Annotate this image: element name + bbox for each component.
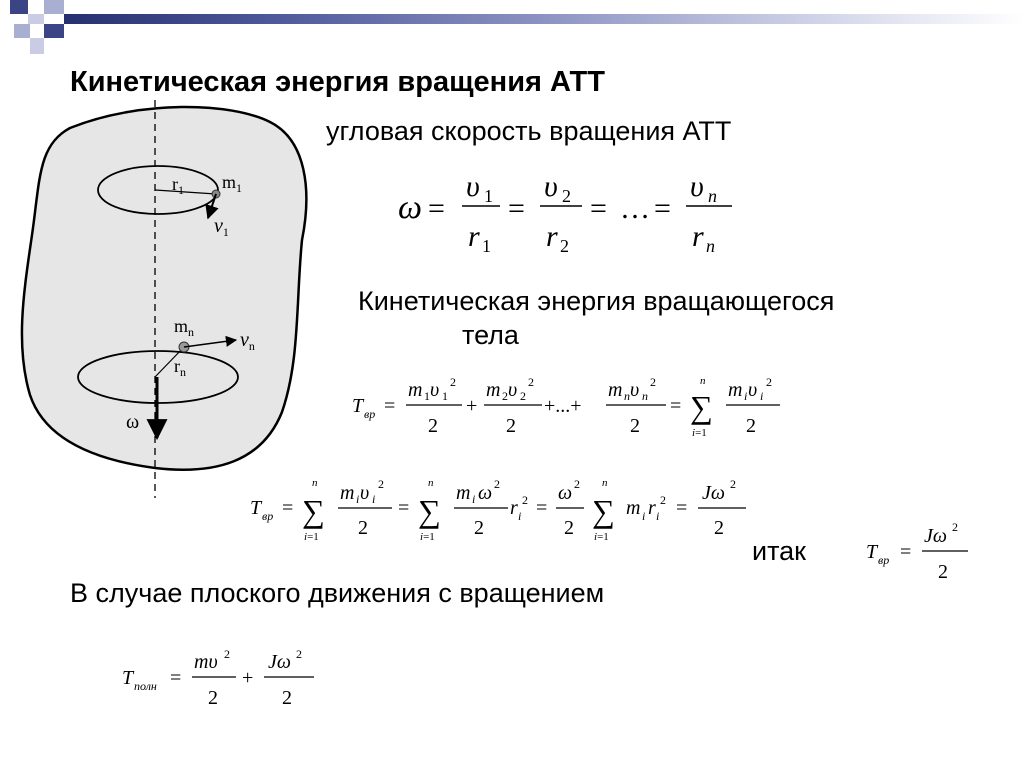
svg-text:n: n bbox=[312, 477, 318, 489]
corner-square bbox=[30, 38, 44, 54]
mn-label: $m_n$ bbox=[174, 316, 195, 339]
svg-text:υ: υ bbox=[690, 170, 704, 203]
svg-text:n: n bbox=[642, 389, 648, 403]
energy-caption-line1: Кинетическая энергия вращающегося bbox=[358, 286, 835, 316]
svg-text:m: m bbox=[456, 482, 471, 504]
svg-text:=: = bbox=[900, 541, 912, 563]
formula-kinetic-rotation-result bbox=[862, 518, 972, 590]
r1-label: $r_1$ bbox=[172, 174, 184, 197]
formula-angular-velocity bbox=[392, 160, 742, 266]
svg-text:2: 2 bbox=[378, 477, 384, 491]
svg-text:+: + bbox=[242, 667, 254, 689]
svg-text:υ: υ bbox=[430, 379, 440, 401]
svg-text:∑: ∑ bbox=[592, 493, 615, 529]
svg-text:∑: ∑ bbox=[418, 493, 441, 529]
svg-text:=: = bbox=[282, 497, 294, 519]
svg-text:2: 2 bbox=[528, 375, 534, 389]
svg-text:2: 2 bbox=[474, 517, 484, 539]
svg-text:m: m bbox=[340, 482, 355, 504]
vn-label: $\nu_n$ bbox=[240, 329, 255, 353]
svg-text:2: 2 bbox=[296, 647, 302, 661]
svg-text:=: = bbox=[428, 192, 445, 225]
svg-text:Jω: Jω bbox=[924, 525, 947, 547]
svg-text:1: 1 bbox=[482, 236, 491, 256]
svg-text:=: = bbox=[536, 497, 548, 519]
svg-text:2: 2 bbox=[494, 477, 500, 491]
corner-square bbox=[10, 0, 28, 14]
svg-text:2: 2 bbox=[660, 493, 666, 507]
svg-text:r: r bbox=[546, 220, 558, 253]
svg-text:m: m bbox=[608, 379, 623, 401]
svg-text:2: 2 bbox=[938, 561, 948, 583]
svg-text:i: i bbox=[356, 492, 360, 506]
svg-text:υ: υ bbox=[508, 379, 518, 401]
svg-text:T: T bbox=[122, 667, 134, 689]
svg-text:2: 2 bbox=[574, 477, 580, 491]
body-outline bbox=[22, 107, 306, 470]
omega-label: ω bbox=[126, 411, 140, 433]
svg-text:2: 2 bbox=[358, 517, 368, 539]
svg-text:n: n bbox=[624, 389, 630, 403]
rigid-body-figure bbox=[10, 100, 320, 500]
svg-text:2: 2 bbox=[562, 186, 571, 206]
svg-text:+: + bbox=[466, 395, 478, 417]
svg-text:n: n bbox=[706, 236, 715, 256]
svg-text:i: i bbox=[744, 389, 748, 403]
svg-text:mυ: mυ bbox=[194, 651, 218, 673]
svg-text:∑: ∑ bbox=[690, 389, 713, 425]
svg-text:m: m bbox=[486, 379, 501, 401]
svg-text:i: i bbox=[760, 389, 764, 403]
svg-text:i=1: i=1 bbox=[692, 427, 707, 439]
formula-kinetic-sum bbox=[348, 372, 788, 450]
svg-text:i=1: i=1 bbox=[594, 531, 609, 543]
svg-text:m: m bbox=[408, 379, 423, 401]
svg-text:2: 2 bbox=[630, 415, 640, 437]
formula-kinetic-inertia bbox=[246, 474, 756, 546]
svg-text:ω: ω bbox=[558, 482, 573, 504]
svg-text:=: = bbox=[508, 192, 525, 225]
page-title: Кинетическая энергия вращения АТТ bbox=[70, 66, 605, 98]
svg-text:T: T bbox=[866, 541, 878, 563]
svg-text:υ: υ bbox=[630, 379, 640, 401]
svg-text:вр: вр bbox=[364, 407, 376, 421]
svg-text:1: 1 bbox=[442, 389, 448, 403]
svg-text:ω: ω bbox=[478, 482, 493, 504]
svg-text:i: i bbox=[642, 509, 646, 523]
formula-kinetic-plane-motion bbox=[118, 646, 328, 718]
svg-text:n: n bbox=[700, 375, 706, 387]
svg-text:i=1: i=1 bbox=[420, 531, 435, 543]
svg-text:=: = bbox=[654, 192, 671, 225]
svg-text:=: = bbox=[676, 497, 688, 519]
corner-square bbox=[14, 24, 30, 38]
svg-text:2: 2 bbox=[564, 517, 574, 539]
svg-text:2: 2 bbox=[714, 517, 724, 539]
svg-text:r: r bbox=[510, 497, 518, 519]
svg-text:вр: вр bbox=[878, 553, 890, 567]
svg-text:υ: υ bbox=[544, 170, 558, 203]
svg-text:полн: полн bbox=[134, 679, 157, 693]
energy-caption-line2: тела bbox=[462, 320, 519, 350]
svg-text:2: 2 bbox=[560, 236, 569, 256]
svg-text:2: 2 bbox=[208, 687, 218, 709]
svg-text:i=1: i=1 bbox=[304, 531, 319, 543]
v1-label: $\nu_1$ bbox=[214, 215, 229, 239]
svg-text:+...+: +...+ bbox=[544, 395, 582, 417]
svg-text:2: 2 bbox=[428, 415, 438, 437]
svg-text:2: 2 bbox=[650, 375, 656, 389]
svg-text:2: 2 bbox=[506, 415, 516, 437]
svg-text:вр: вр bbox=[262, 509, 274, 523]
svg-text:T: T bbox=[352, 395, 364, 417]
svg-text:2: 2 bbox=[952, 520, 958, 534]
m1-label: $m_1$ bbox=[222, 172, 243, 195]
svg-text:n: n bbox=[428, 477, 434, 489]
svg-text:m: m bbox=[728, 379, 743, 401]
angular-velocity-caption: угловая скорость вращения АТТ bbox=[326, 116, 732, 146]
svg-text:i: i bbox=[656, 509, 660, 523]
svg-text:=: = bbox=[170, 667, 182, 689]
svg-text:2: 2 bbox=[282, 687, 292, 709]
svg-text:1: 1 bbox=[484, 186, 493, 206]
svg-text:r: r bbox=[468, 220, 480, 253]
svg-text:=: = bbox=[590, 192, 607, 225]
svg-text:υ: υ bbox=[748, 379, 758, 401]
header-bar bbox=[64, 14, 1024, 24]
svg-text:=: = bbox=[670, 395, 682, 417]
itak-label: итак bbox=[752, 536, 806, 566]
svg-text:Jω: Jω bbox=[268, 651, 291, 673]
svg-text:T: T bbox=[250, 497, 262, 519]
corner-square bbox=[28, 14, 44, 24]
svg-text:i: i bbox=[472, 492, 476, 506]
svg-text:υ: υ bbox=[466, 170, 480, 203]
corner-square bbox=[44, 24, 64, 38]
svg-text:m: m bbox=[626, 497, 641, 519]
svg-text:2: 2 bbox=[522, 493, 528, 507]
svg-text:…: … bbox=[620, 192, 650, 225]
svg-text:r: r bbox=[648, 497, 656, 519]
svg-text:2: 2 bbox=[224, 647, 230, 661]
svg-text:=: = bbox=[384, 395, 396, 417]
svg-text:∑: ∑ bbox=[302, 493, 325, 529]
rn-label: $r_n$ bbox=[174, 356, 186, 379]
svg-text:Jω: Jω bbox=[702, 482, 725, 504]
svg-text:2: 2 bbox=[520, 389, 526, 403]
svg-text:ω: ω bbox=[398, 189, 423, 226]
svg-text:2: 2 bbox=[730, 477, 736, 491]
svg-text:2: 2 bbox=[746, 415, 756, 437]
svg-text:n: n bbox=[708, 186, 717, 206]
svg-text:1: 1 bbox=[424, 389, 430, 403]
svg-text:=: = bbox=[398, 497, 410, 519]
svg-text:r: r bbox=[692, 220, 704, 253]
svg-text:i: i bbox=[518, 509, 522, 523]
plane-motion-caption: В случае плоского движения с вращением bbox=[70, 578, 605, 608]
svg-text:i: i bbox=[372, 492, 376, 506]
svg-text:2: 2 bbox=[502, 389, 508, 403]
svg-text:υ: υ bbox=[360, 482, 370, 504]
svg-text:n: n bbox=[602, 477, 608, 489]
svg-text:2: 2 bbox=[450, 375, 456, 389]
corner-square bbox=[44, 0, 64, 14]
svg-text:2: 2 bbox=[766, 375, 772, 389]
